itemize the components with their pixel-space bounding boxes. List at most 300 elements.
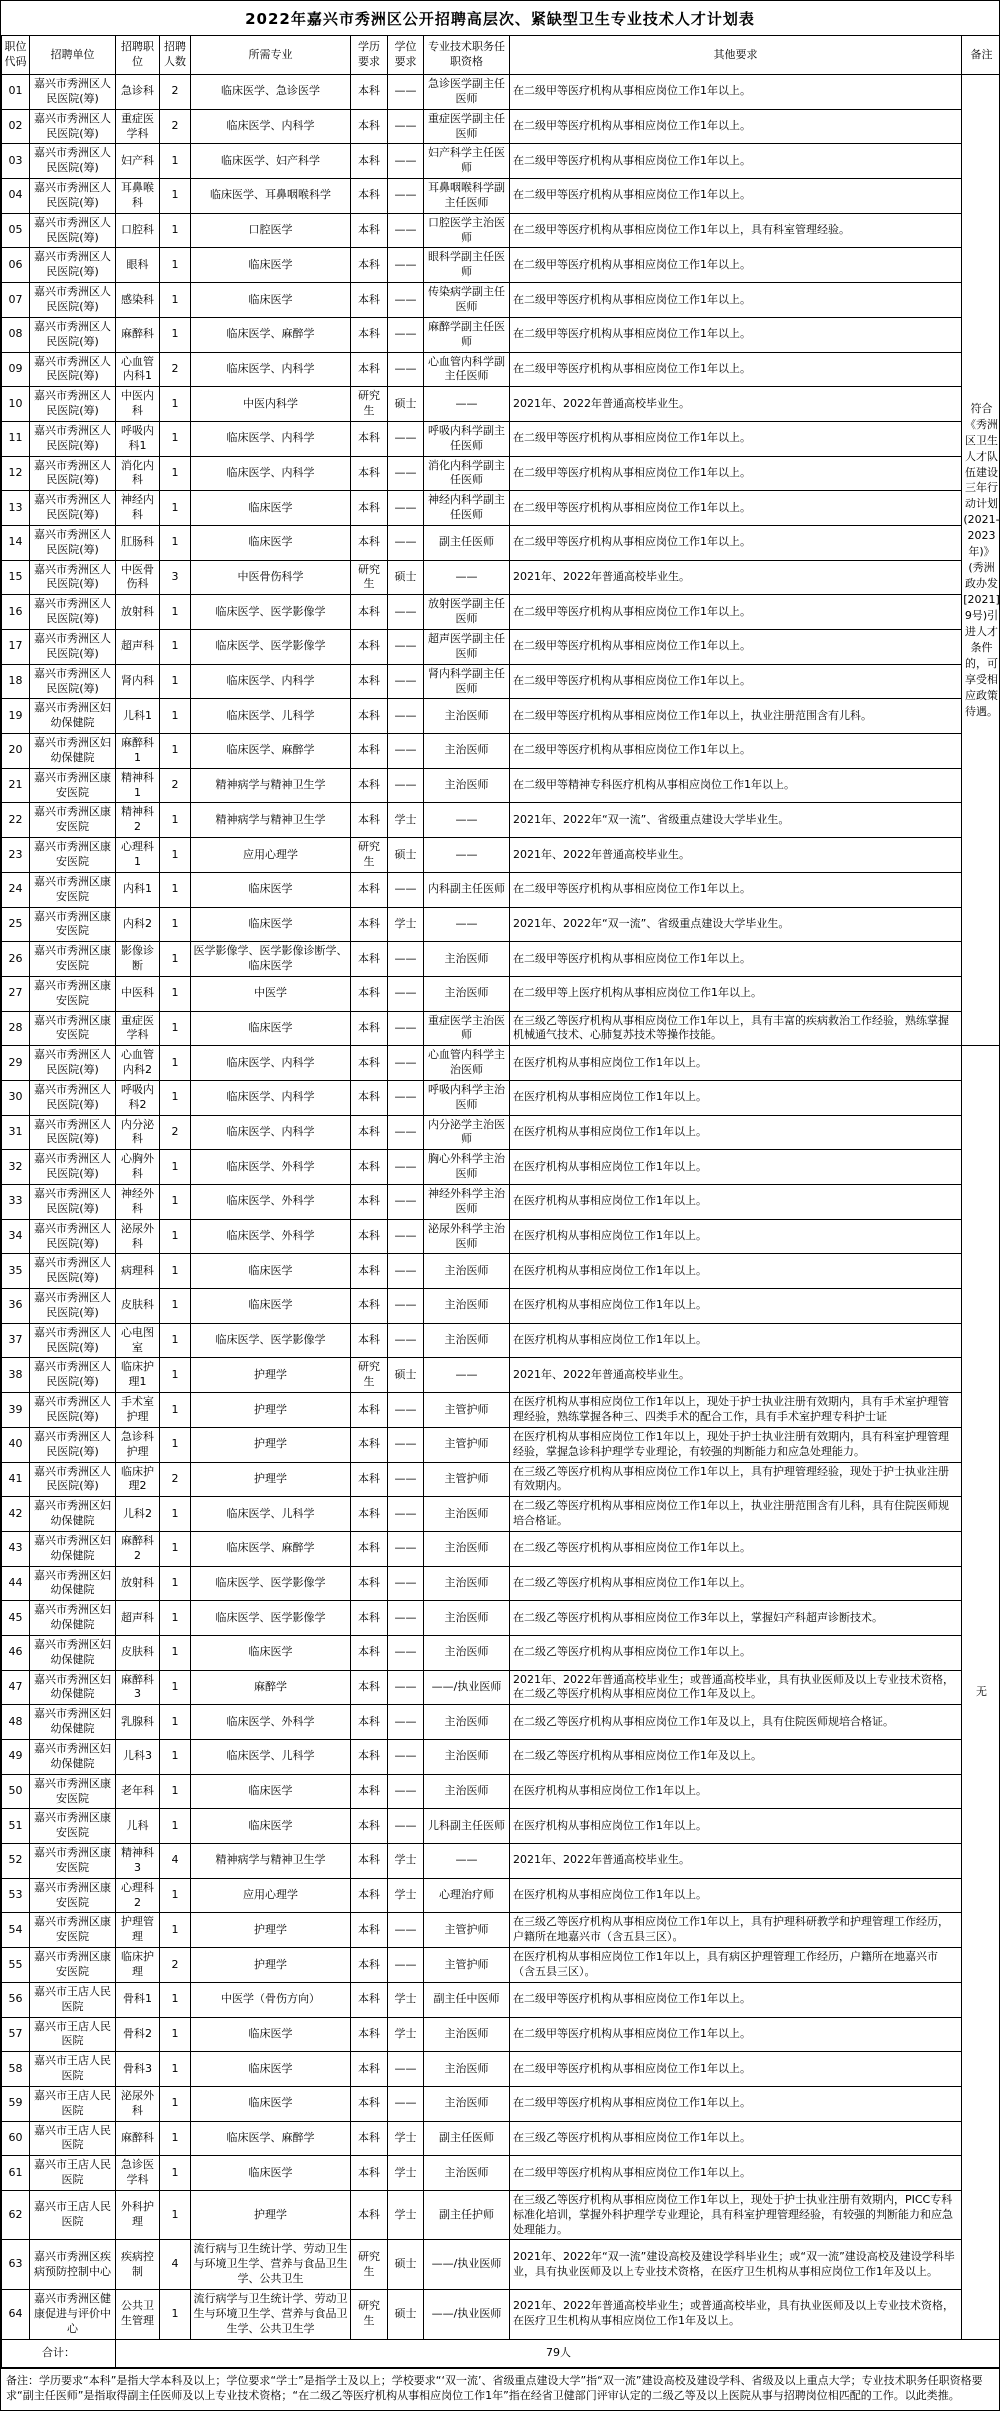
cell-count: 1 bbox=[160, 525, 191, 560]
cell-other: 在二级甲等医疗机构从事相应岗位工作1年以上，具有科室管理经验。 bbox=[510, 213, 962, 248]
cell-remark: 无 bbox=[962, 1046, 1000, 2339]
cell-qualification: 眼科学副主任医师 bbox=[424, 248, 510, 283]
cell-position: 儿科1 bbox=[116, 699, 160, 734]
recruitment-table bbox=[1, 35, 1000, 2368]
table-row bbox=[2, 144, 1000, 179]
cell-code: 55 bbox=[2, 1948, 30, 1983]
cell-code: 28 bbox=[2, 1011, 30, 1046]
cell-qualification: 主治医师 bbox=[424, 1531, 510, 1566]
cell-code: 59 bbox=[2, 2086, 30, 2121]
cell-major: 护理学 bbox=[191, 1358, 351, 1393]
cell-edu: 本科 bbox=[351, 2017, 388, 2052]
table-row bbox=[2, 2086, 1000, 2121]
cell-unit: 嘉兴市秀洲区康安医院 bbox=[30, 1878, 116, 1913]
cell-position: 放射科 bbox=[116, 1566, 160, 1601]
table-row bbox=[2, 976, 1000, 1011]
cell-other: 在二级乙等医疗机构从事相应岗位工作1年以上。 bbox=[510, 1566, 962, 1601]
cell-position: 临床护理2 bbox=[116, 1462, 160, 1497]
table-row bbox=[2, 1115, 1000, 1150]
cell-code: 34 bbox=[2, 1219, 30, 1254]
cell-degree: —— bbox=[388, 1219, 424, 1254]
cell-position: 心电图室 bbox=[116, 1323, 160, 1358]
cell-code: 24 bbox=[2, 872, 30, 907]
cell-major: 临床医学、外科学 bbox=[191, 1185, 351, 1220]
table-row bbox=[2, 1358, 1000, 1393]
cell-other: 在二级甲等医疗机构从事相应岗位工作1年以上。 bbox=[510, 525, 962, 560]
cell-qualification: —— bbox=[424, 838, 510, 873]
cell-degree: 硕士 bbox=[388, 2240, 424, 2290]
cell-position: 消化内科 bbox=[116, 456, 160, 491]
cell-degree: —— bbox=[388, 1080, 424, 1115]
cell-major: 临床医学 bbox=[191, 1289, 351, 1324]
cell-count: 1 bbox=[160, 2290, 191, 2340]
table-row bbox=[2, 1497, 1000, 1532]
cell-degree: —— bbox=[388, 1566, 424, 1601]
cell-degree: —— bbox=[388, 1185, 424, 1220]
cell-position: 重症医学科 bbox=[116, 109, 160, 144]
cell-other: 在二级乙等医疗机构从事相应岗位工作1年及以上，具有住院医师规培合格证。 bbox=[510, 1705, 962, 1740]
cell-qualification: 重症医学副主任医师 bbox=[424, 109, 510, 144]
cell-count: 1 bbox=[160, 2156, 191, 2191]
cell-code: 44 bbox=[2, 1566, 30, 1601]
cell-qualification: 耳鼻咽喉科学副主任医师 bbox=[424, 179, 510, 214]
cell-code: 11 bbox=[2, 421, 30, 456]
cell-qualification: 放射医学副主任医师 bbox=[424, 595, 510, 630]
cell-edu: 本科 bbox=[351, 1566, 388, 1601]
cell-unit: 嘉兴市秀洲区人民医院(筹) bbox=[30, 1393, 116, 1428]
cell-qualification: 主治医师 bbox=[424, 1566, 510, 1601]
cell-edu: 本科 bbox=[351, 248, 388, 283]
cell-major: 临床医学 bbox=[191, 248, 351, 283]
cell-major: 临床医学、外科学 bbox=[191, 1219, 351, 1254]
cell-count: 1 bbox=[160, 1358, 191, 1393]
cell-other: 在医疗机构从事相应岗位工作1年以上。 bbox=[510, 1323, 962, 1358]
cell-qualification: 主管护师 bbox=[424, 1393, 510, 1428]
cell-position: 临床护理 bbox=[116, 1948, 160, 1983]
cell-major: 临床医学、麻醉学 bbox=[191, 734, 351, 769]
cell-unit: 嘉兴市秀洲区健康促进与评价中心 bbox=[30, 2290, 116, 2340]
cell-position: 呼吸内科2 bbox=[116, 1080, 160, 1115]
cell-other: 在二级甲等医疗机构从事相应岗位工作1年以上。 bbox=[510, 283, 962, 318]
cell-unit: 嘉兴市秀洲区妇幼保健院 bbox=[30, 699, 116, 734]
cell-unit: 嘉兴市秀洲区人民医院(筹) bbox=[30, 352, 116, 387]
cell-unit: 嘉兴市秀洲区人民医院(筹) bbox=[30, 421, 116, 456]
cell-count: 1 bbox=[160, 144, 191, 179]
cell-count: 1 bbox=[160, 907, 191, 942]
cell-count: 1 bbox=[160, 803, 191, 838]
cell-unit: 嘉兴市秀洲区康安医院 bbox=[30, 1011, 116, 1046]
cell-count: 1 bbox=[160, 1497, 191, 1532]
cell-position: 泌尿外科 bbox=[116, 2086, 160, 2121]
cell-degree: 学士 bbox=[388, 1982, 424, 2017]
cell-code: 64 bbox=[2, 2290, 30, 2340]
cell-unit: 嘉兴市秀洲区人民医院(筹) bbox=[30, 1219, 116, 1254]
cell-position: 心理科1 bbox=[116, 838, 160, 873]
cell-position: 放射科 bbox=[116, 595, 160, 630]
cell-edu: 本科 bbox=[351, 630, 388, 665]
cell-position: 皮肤科 bbox=[116, 1289, 160, 1324]
cell-code: 12 bbox=[2, 456, 30, 491]
cell-edu: 本科 bbox=[351, 491, 388, 526]
table-row bbox=[2, 1462, 1000, 1497]
cell-other: 在医疗机构从事相应岗位工作1年以上。 bbox=[510, 1774, 962, 1809]
cell-code: 60 bbox=[2, 2121, 30, 2156]
cell-count: 1 bbox=[160, 1219, 191, 1254]
cell-major: 流行病学与卫生统计学、劳动卫生与环境卫生学、营养与食品卫生学、公共卫生学 bbox=[191, 2290, 351, 2340]
cell-major: 护理学 bbox=[191, 2190, 351, 2240]
cell-code: 18 bbox=[2, 664, 30, 699]
cell-edu: 本科 bbox=[351, 699, 388, 734]
table-row bbox=[2, 838, 1000, 873]
table-row bbox=[2, 1046, 1000, 1081]
cell-major: 临床医学 bbox=[191, 283, 351, 318]
cell-edu: 本科 bbox=[351, 179, 388, 214]
cell-unit: 嘉兴市秀洲区康安医院 bbox=[30, 1809, 116, 1844]
cell-position: 肾内科 bbox=[116, 664, 160, 699]
cell-code: 30 bbox=[2, 1080, 30, 1115]
cell-code: 14 bbox=[2, 525, 30, 560]
cell-position: 中医科 bbox=[116, 976, 160, 1011]
cell-qualification: 口腔医学主治医师 bbox=[424, 213, 510, 248]
cell-degree: —— bbox=[388, 1774, 424, 1809]
cell-degree: —— bbox=[388, 595, 424, 630]
cell-qualification: —— bbox=[424, 560, 510, 595]
cell-count: 1 bbox=[160, 1254, 191, 1289]
cell-other: 在医疗机构从事相应岗位工作1年以上。 bbox=[510, 1185, 962, 1220]
cell-edu: 本科 bbox=[351, 1219, 388, 1254]
cell-major: 临床医学 bbox=[191, 2086, 351, 2121]
cell-code: 20 bbox=[2, 734, 30, 769]
cell-code: 43 bbox=[2, 1531, 30, 1566]
cell-degree: —— bbox=[388, 1323, 424, 1358]
cell-other: 在医疗机构从事相应岗位工作1年以上，现处于护士执业注册有效期内，具有手术室护理管理经验，熟练掌握各种三、四类手术的配合工作，具有手术室护理专科护士证 bbox=[510, 1393, 962, 1428]
cell-degree: —— bbox=[388, 1150, 424, 1185]
cell-major: 护理学 bbox=[191, 1427, 351, 1462]
cell-major: 精神病学与精神卫生学 bbox=[191, 768, 351, 803]
cell-other: 在二级甲等医疗机构从事相应岗位工作1年以上。 bbox=[510, 630, 962, 665]
cell-edu: 本科 bbox=[351, 525, 388, 560]
cell-qualification: 副主任医师 bbox=[424, 525, 510, 560]
total-value: 79人 bbox=[116, 2339, 1000, 2367]
cell-degree: —— bbox=[388, 144, 424, 179]
cell-code: 27 bbox=[2, 976, 30, 1011]
cell-position: 急诊科护理 bbox=[116, 1427, 160, 1462]
cell-qualification: 主治医师 bbox=[424, 2156, 510, 2191]
table-row bbox=[2, 1080, 1000, 1115]
cell-unit: 嘉兴市秀洲区人民医院(筹) bbox=[30, 595, 116, 630]
cell-major: 临床医学 bbox=[191, 2156, 351, 2191]
cell-edu: 本科 bbox=[351, 595, 388, 630]
cell-unit: 嘉兴市秀洲区人民医院(筹) bbox=[30, 630, 116, 665]
cell-unit: 嘉兴市秀洲区人民医院(筹) bbox=[30, 456, 116, 491]
cell-position: 麻醉科1 bbox=[116, 734, 160, 769]
cell-degree: 学士 bbox=[388, 2017, 424, 2052]
table-row bbox=[2, 803, 1000, 838]
cell-degree: —— bbox=[388, 1497, 424, 1532]
cell-edu: 本科 bbox=[351, 872, 388, 907]
cell-degree: —— bbox=[388, 2086, 424, 2121]
cell-code: 46 bbox=[2, 1635, 30, 1670]
cell-edu: 本科 bbox=[351, 1774, 388, 1809]
table-row bbox=[2, 1254, 1000, 1289]
cell-count: 1 bbox=[160, 1566, 191, 1601]
cell-code: 45 bbox=[2, 1601, 30, 1636]
cell-major: 临床医学、麻醉学 bbox=[191, 1531, 351, 1566]
cell-code: 42 bbox=[2, 1497, 30, 1532]
cell-count: 1 bbox=[160, 2190, 191, 2240]
cell-unit: 嘉兴市秀洲区妇幼保健院 bbox=[30, 1670, 116, 1705]
table-row bbox=[2, 1531, 1000, 1566]
cell-other: 2021年、2022年普通高校毕业生。 bbox=[510, 1358, 962, 1393]
cell-code: 03 bbox=[2, 144, 30, 179]
table-row bbox=[2, 213, 1000, 248]
cell-qualification: 消化内科学副主任医师 bbox=[424, 456, 510, 491]
cell-count: 1 bbox=[160, 872, 191, 907]
cell-degree: —— bbox=[388, 1635, 424, 1670]
cell-degree: —— bbox=[388, 1462, 424, 1497]
cell-unit: 嘉兴市秀洲区人民医院(筹) bbox=[30, 491, 116, 526]
table-row bbox=[2, 387, 1000, 422]
cell-unit: 嘉兴市王店人民医院 bbox=[30, 2121, 116, 2156]
cell-degree: —— bbox=[388, 456, 424, 491]
table-row bbox=[2, 109, 1000, 144]
cell-other: 在医疗机构从事相应岗位工作1年以上。 bbox=[510, 1809, 962, 1844]
cell-unit: 嘉兴市秀洲区妇幼保健院 bbox=[30, 1566, 116, 1601]
cell-major: 临床医学 bbox=[191, 2052, 351, 2087]
cell-position: 精神科1 bbox=[116, 768, 160, 803]
cell-count: 1 bbox=[160, 456, 191, 491]
cell-position: 心血管内科2 bbox=[116, 1046, 160, 1081]
cell-unit: 嘉兴市秀洲区人民医院(筹) bbox=[30, 1150, 116, 1185]
header-major: 所需专业 bbox=[191, 36, 351, 75]
cell-unit: 嘉兴市秀洲区人民医院(筹) bbox=[30, 75, 116, 110]
cell-edu: 本科 bbox=[351, 1080, 388, 1115]
cell-count: 1 bbox=[160, 1427, 191, 1462]
header-education: 学历要求 bbox=[351, 36, 388, 75]
cell-count: 1 bbox=[160, 1185, 191, 1220]
table-row bbox=[2, 317, 1000, 352]
cell-unit: 嘉兴市秀洲区人民医院(筹) bbox=[30, 1323, 116, 1358]
cell-edu: 本科 bbox=[351, 1011, 388, 1046]
cell-code: 37 bbox=[2, 1323, 30, 1358]
table-row bbox=[2, 872, 1000, 907]
cell-degree: —— bbox=[388, 1948, 424, 1983]
cell-count: 4 bbox=[160, 1844, 191, 1879]
cell-position: 感染科 bbox=[116, 283, 160, 318]
cell-major: 临床医学、医学影像学 bbox=[191, 630, 351, 665]
cell-edu: 研究生 bbox=[351, 560, 388, 595]
cell-unit: 嘉兴市秀洲区人民医院(筹) bbox=[30, 1254, 116, 1289]
cell-qualification: 主管护师 bbox=[424, 1913, 510, 1948]
cell-qualification: 神经内科学副主任医师 bbox=[424, 491, 510, 526]
cell-position: 泌尿外科 bbox=[116, 1219, 160, 1254]
cell-major: 临床医学、医学影像学 bbox=[191, 1601, 351, 1636]
table-row bbox=[2, 2190, 1000, 2240]
cell-unit: 嘉兴市秀洲区人民医院(筹) bbox=[30, 109, 116, 144]
cell-major: 临床医学、外科学 bbox=[191, 1705, 351, 1740]
cell-degree: 硕士 bbox=[388, 387, 424, 422]
table-row bbox=[2, 421, 1000, 456]
cell-code: 63 bbox=[2, 2240, 30, 2290]
cell-unit: 嘉兴市秀洲区妇幼保健院 bbox=[30, 1531, 116, 1566]
cell-degree: —— bbox=[388, 976, 424, 1011]
table-row bbox=[2, 734, 1000, 769]
cell-unit: 嘉兴市王店人民医院 bbox=[30, 1982, 116, 2017]
cell-degree: —— bbox=[388, 1809, 424, 1844]
cell-degree: —— bbox=[388, 1046, 424, 1081]
cell-degree: —— bbox=[388, 1115, 424, 1150]
cell-code: 07 bbox=[2, 283, 30, 318]
cell-degree: —— bbox=[388, 1011, 424, 1046]
table-row bbox=[2, 699, 1000, 734]
cell-qualification: 主治医师 bbox=[424, 1740, 510, 1775]
table-row bbox=[2, 907, 1000, 942]
cell-degree: —— bbox=[388, 942, 424, 977]
cell-edu: 本科 bbox=[351, 1531, 388, 1566]
cell-code: 17 bbox=[2, 630, 30, 665]
cell-code: 31 bbox=[2, 1115, 30, 1150]
cell-major: 临床医学 bbox=[191, 1635, 351, 1670]
cell-other: 在医疗机构从事相应岗位工作1年以上。 bbox=[510, 1115, 962, 1150]
cell-position: 内分泌科 bbox=[116, 1115, 160, 1150]
cell-edu: 本科 bbox=[351, 1115, 388, 1150]
table-row bbox=[2, 1150, 1000, 1185]
cell-other: 在二级甲等医疗机构从事相应岗位工作1年以上。 bbox=[510, 109, 962, 144]
cell-other: 在三级乙等医疗机构从事相应岗位工作1年以上。 bbox=[510, 2121, 962, 2156]
cell-other: 在三级乙等医疗机构从事相应岗位工作1年以上，现处于护士执业注册有效期内，PICC专科标准化培训，掌握外科护理学专业理论，具有科室护理管理经验，有较强的判断能力和应急处理能力。 bbox=[510, 2190, 962, 2240]
cell-major: 临床医学、医学影像学 bbox=[191, 1566, 351, 1601]
cell-unit: 嘉兴市秀洲区妇幼保健院 bbox=[30, 1601, 116, 1636]
cell-code: 19 bbox=[2, 699, 30, 734]
cell-degree: —— bbox=[388, 317, 424, 352]
cell-count: 1 bbox=[160, 179, 191, 214]
cell-count: 1 bbox=[160, 1635, 191, 1670]
cell-qualification: 胸心外科学主治医师 bbox=[424, 1150, 510, 1185]
cell-qualification: 主治医师 bbox=[424, 1601, 510, 1636]
cell-degree: —— bbox=[388, 1427, 424, 1462]
cell-qualification: 主治医师 bbox=[424, 734, 510, 769]
cell-major: 临床医学、妇产科学 bbox=[191, 144, 351, 179]
cell-unit: 嘉兴市秀洲区人民医院(筹) bbox=[30, 144, 116, 179]
cell-edu: 本科 bbox=[351, 1393, 388, 1428]
cell-edu: 本科 bbox=[351, 1705, 388, 1740]
table-row bbox=[2, 1809, 1000, 1844]
cell-code: 02 bbox=[2, 109, 30, 144]
table-body bbox=[2, 75, 1000, 2340]
cell-position: 麻醉科3 bbox=[116, 1670, 160, 1705]
cell-major: 临床医学、外科学 bbox=[191, 1150, 351, 1185]
cell-degree: —— bbox=[388, 1740, 424, 1775]
cell-major: 临床医学 bbox=[191, 2017, 351, 2052]
cell-edu: 本科 bbox=[351, 1670, 388, 1705]
cell-edu: 本科 bbox=[351, 1844, 388, 1879]
cell-qualification: 主治医师 bbox=[424, 699, 510, 734]
cell-qualification: 主治医师 bbox=[424, 1497, 510, 1532]
cell-count: 2 bbox=[160, 109, 191, 144]
cell-qualification: 主治医师 bbox=[424, 1705, 510, 1740]
cell-degree: —— bbox=[388, 872, 424, 907]
cell-qualification: 心血管内科学主治医师 bbox=[424, 1046, 510, 1081]
cell-code: 52 bbox=[2, 1844, 30, 1879]
cell-unit: 嘉兴市秀洲区人民医院(筹) bbox=[30, 317, 116, 352]
cell-qualification: 主治医师 bbox=[424, 976, 510, 1011]
cell-unit: 嘉兴市秀洲区康安医院 bbox=[30, 838, 116, 873]
cell-code: 49 bbox=[2, 1740, 30, 1775]
table-row bbox=[2, 664, 1000, 699]
cell-other: 在二级甲等医疗机构从事相应岗位工作1年以上。 bbox=[510, 595, 962, 630]
cell-count: 1 bbox=[160, 1982, 191, 2017]
cell-other: 在二级甲等医疗机构从事相应岗位工作1年以上。 bbox=[510, 2052, 962, 2087]
cell-major: 护理学 bbox=[191, 1393, 351, 1428]
cell-qualification: ——/执业医师 bbox=[424, 1670, 510, 1705]
cell-count: 1 bbox=[160, 1601, 191, 1636]
cell-code: 09 bbox=[2, 352, 30, 387]
cell-edu: 研究生 bbox=[351, 387, 388, 422]
cell-other: 在医疗机构从事相应岗位工作1年以上。 bbox=[510, 1046, 962, 1081]
cell-position: 神经外科 bbox=[116, 1185, 160, 1220]
cell-other: 在二级甲等医疗机构从事相应岗位工作1年以上。 bbox=[510, 2086, 962, 2121]
table-row bbox=[2, 456, 1000, 491]
table-row bbox=[2, 1948, 1000, 1983]
cell-other: 在二级乙等医疗机构从事相应岗位工作1年及以上。 bbox=[510, 1740, 962, 1775]
cell-other: 在医疗机构从事相应岗位工作1年以上。 bbox=[510, 1254, 962, 1289]
cell-degree: —— bbox=[388, 664, 424, 699]
cell-count: 1 bbox=[160, 421, 191, 456]
header-remark: 备注 bbox=[962, 36, 1000, 75]
cell-code: 40 bbox=[2, 1427, 30, 1462]
cell-other: 在医疗机构从事相应岗位工作1年以上。 bbox=[510, 1080, 962, 1115]
cell-position: 乳腺科 bbox=[116, 1705, 160, 1740]
table-row bbox=[2, 1982, 1000, 2017]
cell-position: 中医内科 bbox=[116, 387, 160, 422]
cell-code: 61 bbox=[2, 2156, 30, 2191]
table-row bbox=[2, 1774, 1000, 1809]
header-count: 招聘人数 bbox=[160, 36, 191, 75]
cell-major: 临床医学 bbox=[191, 1809, 351, 1844]
cell-edu: 本科 bbox=[351, 1948, 388, 1983]
cell-degree: —— bbox=[388, 75, 424, 110]
cell-degree: 学士 bbox=[388, 1878, 424, 1913]
cell-qualification: 超声医学副主任医师 bbox=[424, 630, 510, 665]
cell-unit: 嘉兴市秀洲区人民医院(筹) bbox=[30, 213, 116, 248]
cell-code: 23 bbox=[2, 838, 30, 873]
cell-unit: 嘉兴市秀洲区康安医院 bbox=[30, 976, 116, 1011]
cell-code: 21 bbox=[2, 768, 30, 803]
table-row bbox=[2, 179, 1000, 214]
table-row bbox=[2, 1740, 1000, 1775]
cell-qualification: 主治医师 bbox=[424, 2017, 510, 2052]
cell-other: 在二级甲等医疗机构从事相应岗位工作1年以上。 bbox=[510, 456, 962, 491]
cell-unit: 嘉兴市秀洲区人民医院(筹) bbox=[30, 179, 116, 214]
table-row bbox=[2, 630, 1000, 665]
cell-unit: 嘉兴市秀洲区康安医院 bbox=[30, 803, 116, 838]
cell-position: 儿科3 bbox=[116, 1740, 160, 1775]
cell-qualification: —— bbox=[424, 1358, 510, 1393]
cell-code: 16 bbox=[2, 595, 30, 630]
cell-unit: 嘉兴市秀洲区人民医院(筹) bbox=[30, 1080, 116, 1115]
cell-edu: 本科 bbox=[351, 2086, 388, 2121]
cell-count: 1 bbox=[160, 2052, 191, 2087]
cell-degree: —— bbox=[388, 109, 424, 144]
cell-unit: 嘉兴市秀洲区康安医院 bbox=[30, 1948, 116, 1983]
cell-code: 26 bbox=[2, 942, 30, 977]
cell-degree: —— bbox=[388, 1254, 424, 1289]
cell-code: 57 bbox=[2, 2017, 30, 2052]
cell-major: 护理学 bbox=[191, 1948, 351, 1983]
cell-other: 在医疗机构从事相应岗位工作1年以上。 bbox=[510, 1289, 962, 1324]
cell-degree: —— bbox=[388, 1289, 424, 1324]
cell-unit: 嘉兴市秀洲区康安医院 bbox=[30, 1913, 116, 1948]
